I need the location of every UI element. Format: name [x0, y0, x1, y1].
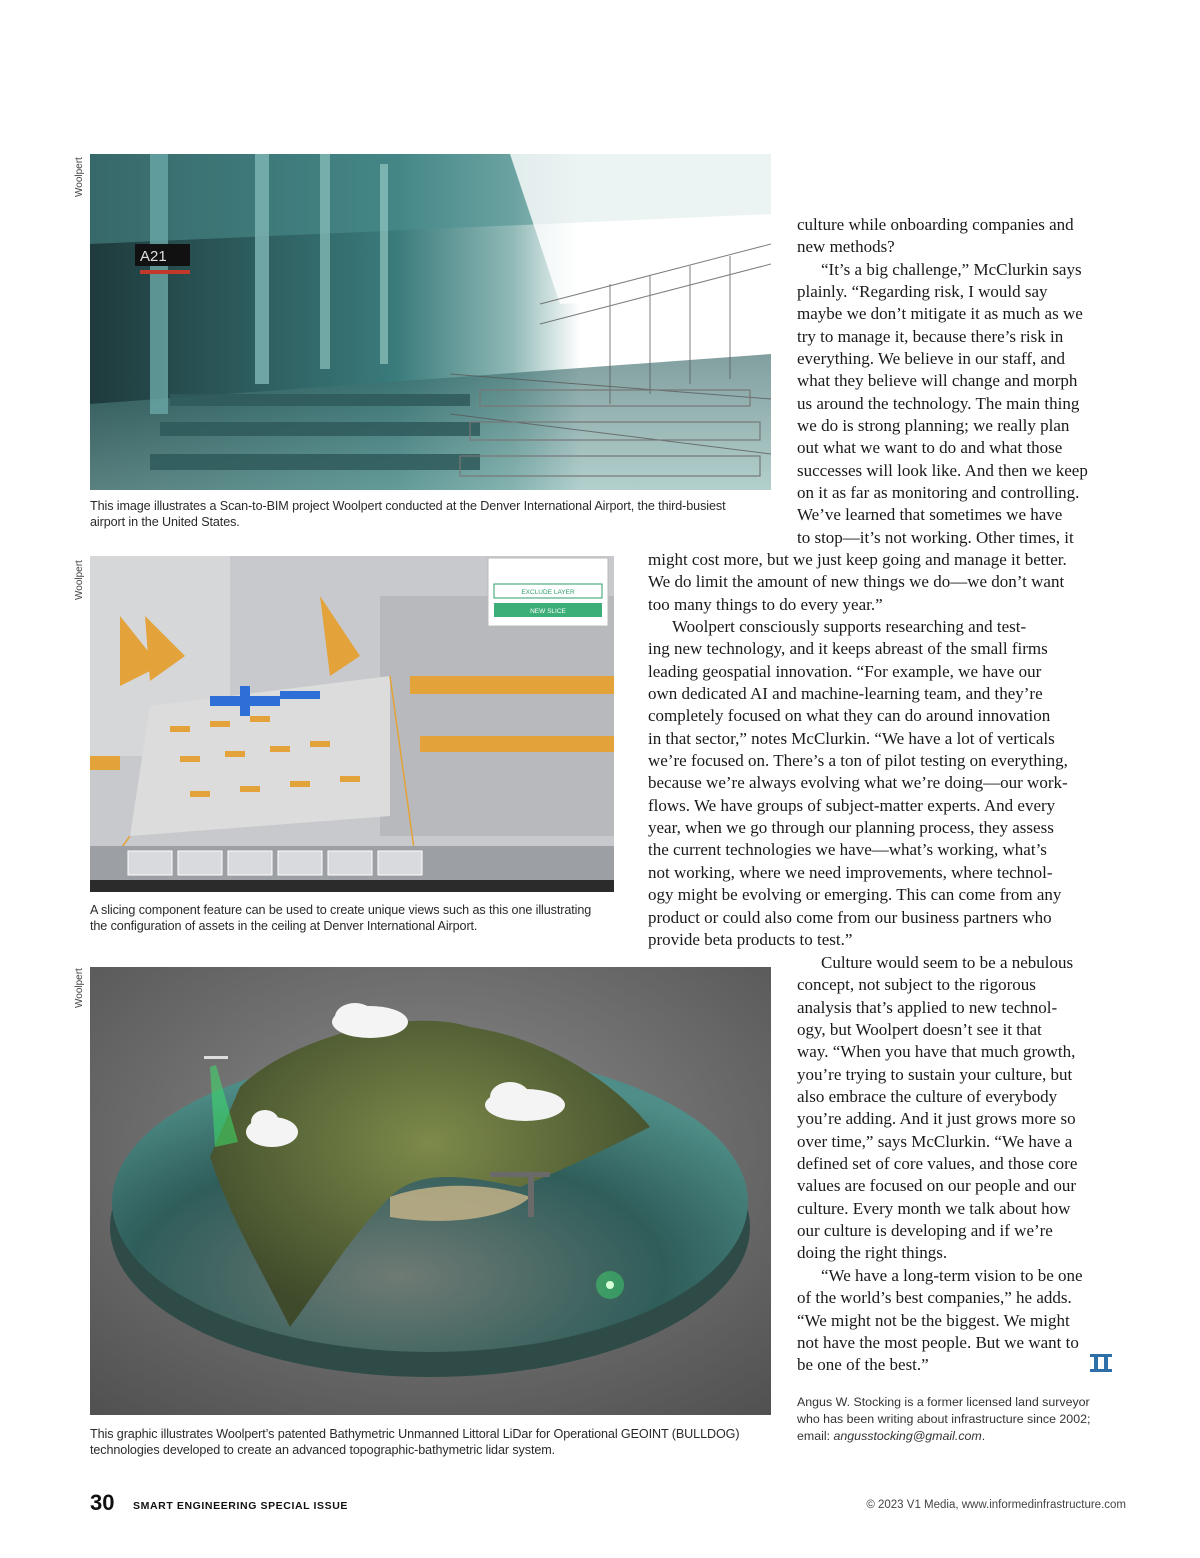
- gate-sign-text: A21: [140, 248, 167, 265]
- photo-credit-figure1: Woolpert: [74, 157, 85, 197]
- text-line: new methods?: [797, 237, 895, 257]
- text-line: we do is strong planning; we really plan: [797, 416, 1070, 436]
- text-line: might cost more, but we just keep going and manage it better.: [648, 550, 1067, 569]
- text-line: leading geospatial innovation. “For example, we have our: [648, 661, 1042, 681]
- text-line: “We might not be the biggest. We might: [797, 1310, 1070, 1330]
- figure2-caption: [90, 902, 630, 934]
- text-line: concept, not subject to the rigorous: [797, 975, 1036, 995]
- text-line: Woolpert consciously supports researching and test-: [672, 617, 1027, 637]
- text-line: to stop—it’s not working. Other times, it: [797, 527, 1074, 547]
- text-line: culture while onboarding companies and: [797, 215, 1074, 234]
- text-line: Culture would seem to be a nebulous: [821, 953, 1074, 972]
- caption-line: the configuration of assets in the ceiling at Denver International Airport.: [90, 919, 478, 933]
- author-email-link[interactable]: angusstocking@gmail.com: [833, 1429, 982, 1443]
- bio-line: who has been writing about infrastructure since 2002;: [797, 1412, 1091, 1426]
- figure-bulldog-image: [90, 967, 771, 1415]
- article-text-block3: [797, 952, 1115, 1377]
- text-line: not working, where we need improvements, where technol-: [648, 862, 1053, 882]
- text-line: be one of the best.”: [797, 1355, 929, 1375]
- figure3-caption: [90, 1426, 790, 1458]
- text-line: product or could also come from our business partners who: [648, 907, 1052, 927]
- text-line: ing new technology, and it keeps abreast of the small firms: [648, 639, 1048, 659]
- text-line: “It’s a big challenge,” McClurkin says: [821, 259, 1082, 279]
- text-line: the current technologies we have—what’s working, what’s: [648, 840, 1047, 860]
- text-line: successes will look like. And then we keep: [797, 460, 1088, 480]
- photo-credit-figure3: Woolpert: [74, 968, 85, 1008]
- text-line: over time,” says McClurkin. “We have a: [797, 1131, 1073, 1151]
- ceiling-assets-illustration: [90, 556, 614, 892]
- text-line: way. “When you have that much growth,: [797, 1042, 1076, 1062]
- text-line: not have the most people. But we want to: [797, 1332, 1079, 1352]
- island-lidar-illustration: [90, 967, 771, 1415]
- text-line: because we’re always evolving what we’re doing—our work-: [648, 773, 1068, 793]
- airport-scan-illustration: [90, 154, 771, 490]
- text-line: everything. We believe in our staff, and: [797, 349, 1066, 369]
- text-line: analysis that’s applied to new technol-: [797, 997, 1058, 1017]
- text-line: we’re focused on. There’s a ton of pilot testing on everything,: [648, 751, 1068, 771]
- text-line: plainly. “Regarding risk, I would say: [797, 282, 1048, 302]
- new-slice-button[interactable]: NEW SLICE: [530, 608, 566, 615]
- text-line: try to manage it, because there’s risk in: [797, 326, 1064, 346]
- text-line: also embrace the culture of everybody: [797, 1087, 1058, 1107]
- text-line: you’re adding. And it just grows more so: [797, 1109, 1076, 1129]
- text-line: ogy, but Woolpert doesn’t see it that: [797, 1020, 1042, 1040]
- text-line: We do limit the amount of new things we do—we don’t want: [648, 572, 1065, 592]
- text-line: year, when we go through our planning process, they assess: [648, 818, 1054, 838]
- caption-line: This image illustrates a Scan-to-BIM project Woolpert conducted at the Denver International Airport, the third-busiest: [90, 499, 726, 513]
- figure-slicing-image: [90, 556, 614, 892]
- caption-line: A slicing component feature can be used to create unique views such as this one illustrating: [90, 903, 592, 917]
- caption-line: This graphic illustrates Woolpert’s patented Bathymetric Unmanned Littoral LiDar for Operational GEOINT (BULLDOG): [90, 1427, 740, 1441]
- page-number: 30: [90, 1490, 115, 1515]
- text-line: maybe we don’t mitigate it as much as we: [797, 304, 1083, 324]
- text-line: of the world’s best companies,” he adds.: [797, 1288, 1072, 1308]
- text-line: flows. We have groups of subject-matter experts. And every: [648, 795, 1056, 815]
- article-text-block1: [797, 214, 1115, 549]
- bio-line: Angus W. Stocking is a former licensed land surveyor: [797, 1395, 1090, 1409]
- text-line: own dedicated AI and machine-learning team, and they’re: [648, 684, 1043, 704]
- text-line: We’ve learned that sometimes we have: [797, 505, 1063, 525]
- text-line: in that sector,” notes McClurkin. “We have a lot of verticals: [648, 728, 1055, 748]
- email-label: email:: [797, 1429, 834, 1443]
- text-line: ogy might be evolving or emerging. This can come from any: [648, 885, 1062, 905]
- text-line: provide beta products to test.”: [648, 929, 853, 949]
- text-line: doing the right things.: [797, 1243, 948, 1263]
- text-line: out what we want to do and what those: [797, 438, 1063, 458]
- email-suffix: .: [981, 1429, 986, 1443]
- text-line: completely focused on what they can do around innovation: [648, 706, 1051, 726]
- caption-line: technologies developed to create an advanced topographic-bathymetric lidar system.: [90, 1443, 556, 1457]
- publication-title: SMART ENGINEERING SPECIAL ISSUE: [133, 1500, 349, 1512]
- text-line: you’re trying to sustain your culture, but: [797, 1064, 1073, 1084]
- text-line: what they believe will change and morph: [797, 371, 1078, 391]
- text-line: on it as far as monitoring and controlling.: [797, 483, 1080, 503]
- end-of-article-icon: [1089, 1353, 1113, 1373]
- text-line: defined set of core values, and those core: [797, 1154, 1078, 1174]
- copyright-notice: © 2023 V1 Media, www.informedinfrastructure.com: [866, 1499, 1126, 1511]
- text-line: too many things to do every year.”: [648, 594, 883, 614]
- text-line: “We have a long-term vision to be one: [821, 1265, 1083, 1285]
- text-line: our culture is developing and if we’re: [797, 1221, 1053, 1241]
- figure1-caption: [90, 498, 780, 530]
- figure-scan-to-bim-image: [90, 154, 771, 490]
- photo-credit-figure2: Woolpert: [74, 560, 85, 600]
- caption-line: airport in the United States.: [90, 515, 240, 529]
- author-bio: [797, 1394, 1117, 1445]
- article-text-block2: [648, 549, 1115, 951]
- text-line: values are focused on our people and our: [797, 1176, 1076, 1196]
- text-line: us around the technology. The main thing: [797, 393, 1080, 413]
- exclude-layer-button[interactable]: EXCLUDE LAYER: [521, 589, 575, 596]
- text-line: culture. Every month we talk about how: [797, 1198, 1071, 1218]
- bio-email-line: [797, 1428, 1117, 1445]
